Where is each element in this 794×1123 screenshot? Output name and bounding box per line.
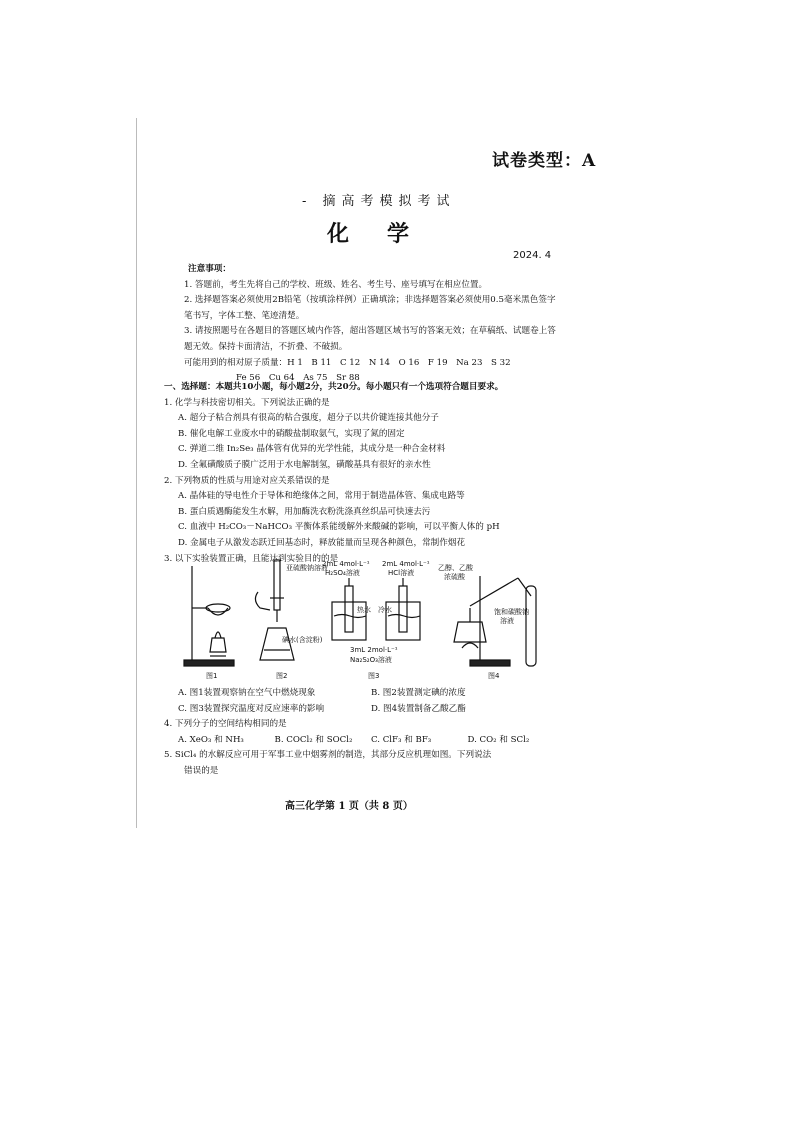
fig2-reagent-label: 亚硫酸钠溶液 <box>286 564 328 572</box>
question-2-option: A. 晶体硅的导电性介于导体和绝缘体之间，常用于制造晶体管、集成电路等 <box>178 491 465 502</box>
fig3-label: Na₂S₂O₃溶液 <box>350 656 392 664</box>
page-edge <box>136 118 137 828</box>
question-4-options-row <box>164 733 564 749</box>
fig3-label: 冷水 <box>378 606 392 614</box>
question-4-option: C. ClF₃ 和 BF₃ <box>371 734 432 745</box>
question-4-stem: 4. 下列分子的空间结构相同的是 <box>164 719 287 730</box>
question-5-stem-cont: 错误的是 <box>184 765 219 776</box>
figure-3-label: 图3 <box>368 672 380 680</box>
note-item: 3. 请按照题号在各题目的答题区域内作答，超出答题区域书写的答案无效；在草稿纸、试题卷上答题无效。保持卡面清洁，不折叠、不破损。 <box>184 326 556 352</box>
question-3-option: C. 图3装置探究温度对反应速率的影响 <box>178 703 325 714</box>
question-2-option: B. 蛋白质遇酶能发生水解，用加酶洗衣粉洗涤真丝织品可快速去污 <box>178 506 431 517</box>
question-3-option: B. 图2装置测定碘的浓度 <box>371 688 466 698</box>
paper-type-label: 试卷类型：A <box>492 151 597 171</box>
section-1 <box>164 380 564 567</box>
question-3-option: A. 图1装置观察钠在空气中燃烧现象 <box>178 688 316 698</box>
figure-4-label: 图4 <box>488 672 500 680</box>
question-1-option: A. 超分子粘合剂具有很高的粘合强度，超分子以共价键连接其他分子 <box>178 413 439 424</box>
question-3-figures <box>182 556 552 682</box>
fig3-label: 热水 <box>357 606 371 614</box>
fig4-label: 溶液 <box>500 617 514 625</box>
page-footer: 高三化学第 1 页（共 8 页） <box>285 801 413 812</box>
fig4-label: 乙醇、乙酸 <box>438 564 473 572</box>
subject-title: 化学 <box>327 221 448 247</box>
question-3-stem: 3. 以下实验装置正确，且能达到实验目的的是 <box>164 553 339 564</box>
fig4-label: 饱和碳酸钠 <box>494 608 529 616</box>
fig3-label: 2mL 4mol·L⁻¹ <box>382 560 430 568</box>
fig3-label: 2mL 4mol·L⁻¹ <box>322 560 370 568</box>
question-4-option: B. COCl₂ 和 SOCl₂ <box>274 734 353 745</box>
atomic-masses-cont: Fe 56 Cu 64 As 75 Sr 88 <box>236 373 360 384</box>
question-2-option: C. 血液中 H₂CO₃－NaHCO₃ 平衡体系能缓解外来酸碱的影响，可以平衡人体的 pH <box>178 522 500 533</box>
question-5-stem: 5. SiCl₄ 的水解反应可用于军事工业中烟雾剂的制造，其部分反应机理如图。下列说法 <box>164 750 492 761</box>
fig4-label: 浓硫酸 <box>444 573 465 581</box>
figure-2-label: 图2 <box>276 672 288 680</box>
question-2-stem: 2. 下列物质的性质与用途对应关系错误的是 <box>164 475 330 486</box>
figure-1-apparatus <box>184 566 234 666</box>
notes-title: 注意事项： <box>188 264 231 274</box>
fig2-flask-label: 碘水(含淀粉) <box>282 636 323 644</box>
fig3-label: H₂SO₄溶液 <box>325 569 360 577</box>
question-1-option: D. 全氟磺酸质子膜广泛用于水电解制氢，磺酸基具有很好的亲水性 <box>178 459 431 470</box>
apparatus-figures <box>182 556 552 682</box>
figure-3-apparatus <box>332 578 420 640</box>
fig3-label: HCl溶液 <box>388 569 415 577</box>
question-1-option: B. 催化电解工业废水中的硝酸盐制取氨气，实现了氮的固定 <box>178 428 405 439</box>
question-1-stem: 1. 化学与科技密切相关。下列说法正确的是 <box>164 397 330 408</box>
question-2-option: D. 金属电子从激发态跃迁回基态时，释放能量而呈现各种颜色，常制作烟花 <box>178 537 466 548</box>
exam-title: - 摘高考模拟考试 <box>302 194 456 209</box>
question-3-options-row <box>164 686 564 702</box>
question-1-option: C. 弹道二维 In₂Se₃ 晶体管有优异的光学性能，其成分是一种合金材料 <box>178 444 446 455</box>
question-4-option: D. CO₂ 和 SCl₂ <box>467 734 530 745</box>
figure-2-apparatus <box>255 560 294 660</box>
figure-4-apparatus <box>454 576 536 666</box>
question-3-options-row <box>164 702 564 718</box>
note-item: 1. 答题前，考生先将自己的学校、班级、姓名、考生号、座号填写在相应位置。 <box>184 279 488 290</box>
question-3-option: D. 图4装置制备乙酸乙酯 <box>371 703 466 714</box>
section-heading: 一、选择题：本题共10小题，每小题2分，共20分。每小题只有一个选项符合题目要求。 <box>164 382 504 392</box>
notes-block <box>164 262 564 387</box>
figure-1-label: 图1 <box>206 672 218 680</box>
question-4-option: A. XeO₃ 和 NH₃ <box>178 734 244 745</box>
exam-date: 2024. 4 <box>513 250 552 261</box>
note-item: 2. 选择题答案必须使用2B铅笔（按填涂样例）正确填涂；非选择题答案必须使用0.5毫米黑色签字笔书写，字体工整、笔迹清楚。 <box>184 295 556 321</box>
section-1-cont <box>164 686 564 780</box>
atomic-masses: 可能用到的相对原子质量：H 1 B 11 C 12 N 14 O 16 F 19 Na 23 S 32 <box>184 357 511 368</box>
fig3-label: 3mL 2mol·L⁻¹ <box>350 646 398 654</box>
